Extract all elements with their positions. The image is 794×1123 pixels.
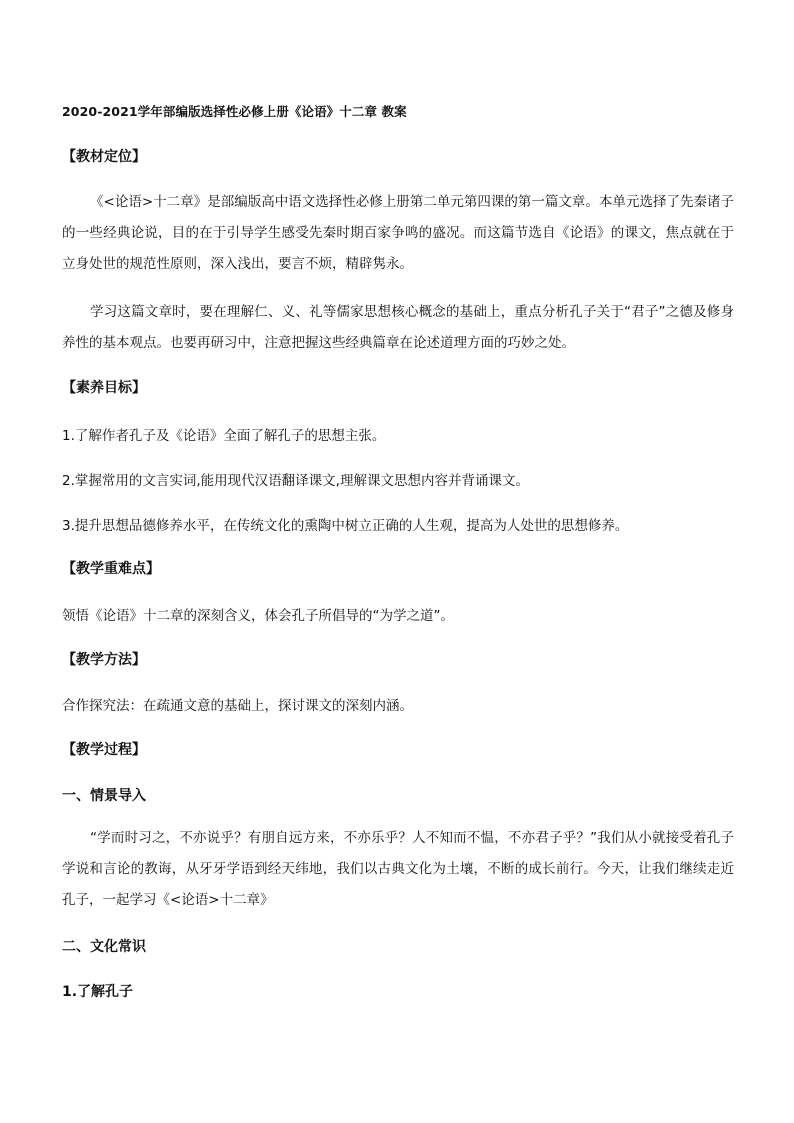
- section-heading-teaching-process: 【教学过程】: [62, 742, 146, 758]
- goal-item-3: 3.提升思想品德修养水平，在传统文化的熏陶中树立正确的人生观，提高为人处世的思想修养。: [62, 518, 629, 534]
- subheading-cultural-knowledge: 二、文化常识: [62, 939, 146, 955]
- section-heading-textbook-positioning: 【教材定位】: [62, 149, 146, 165]
- goal-item-2: 2.掌握常用的文言实词,能用现代汉语翻译课文,理解课文思想内容并背诵课文。: [62, 473, 529, 489]
- subheading-scene-introduction: 一、情景导入: [62, 788, 146, 804]
- teaching-method-text: 合作探究法：在疏通文意的基础上，探讨课文的深刻内涵。: [62, 698, 413, 714]
- section-heading-key-points: 【教学重难点】: [62, 561, 160, 577]
- section-heading-teaching-method: 【教学方法】: [62, 652, 146, 668]
- paragraph-scene-introduction: “学而时习之，不亦说乎？有朋自远方来，不亦乐乎？人不知而不愠，不亦君子乎？”我们从小就接受着孔子学说和言论的教诲，从牙牙学语到经天纬地，我们以古典文化为土壤，不断的成长前行。今天，让我们继续走近孔子，一起学习《<论语>十二章》: [62, 830, 734, 908]
- paragraph-positioning-1: 《<论语>十二章》是部编版高中语文选择性必修上册第二单元第四课的第一篇文章。本单元选择了先秦诸子的一些经典论说，目的在于引导学生感受先秦时期百家争鸣的盛况。而这篇节选自《论语》的课文，焦点就在于立身处世的规范性原则，深入浅出，要言不烦，精辟隽永。: [62, 194, 734, 272]
- section-heading-literacy-goals: 【素养目标】: [62, 380, 146, 396]
- document-title: 2020-2021学年部编版选择性必修上册《论语》十二章 教案: [62, 104, 407, 119]
- goal-item-1: 1.了解作者孔子及《论语》全面了解孔子的思想主张。: [62, 428, 386, 444]
- paragraph-positioning-2: 学习这篇文章时，要在理解仁、义、礼等儒家思想核心概念的基础上，重点分析孔子关于“君子”之德及修身养性的基本观点。也要再研习中，注意把握这些经典篇章在论述道理方面的巧妙之处。: [62, 304, 734, 351]
- key-points-text: 领悟《论语》十二章的深刻含义，体会孔子所倡导的“为学之道”。: [62, 608, 454, 624]
- subheading-about-confucius: 1.了解孔子: [62, 984, 134, 1000]
